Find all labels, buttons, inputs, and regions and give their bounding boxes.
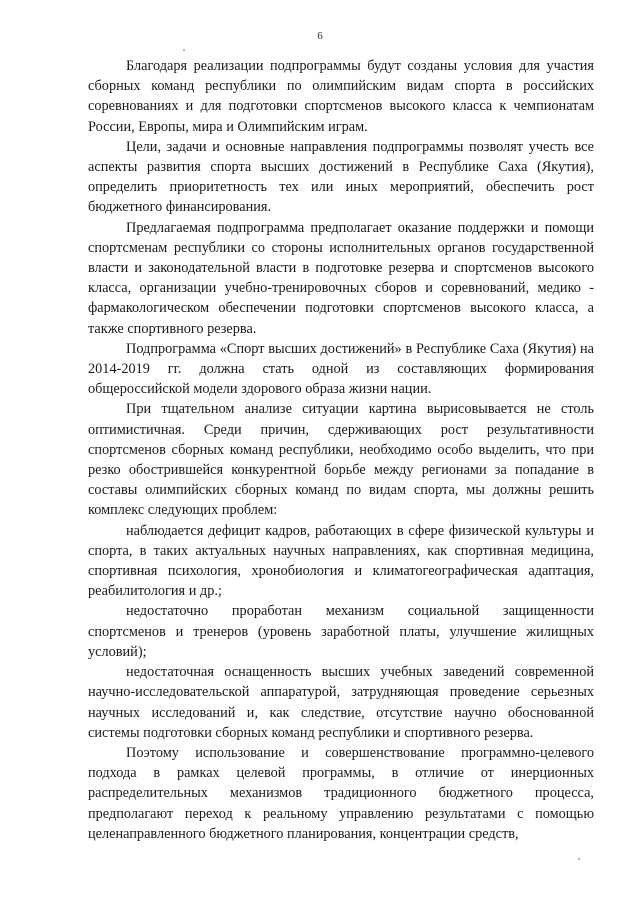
paragraph-problem-social: недостаточно проработан механизм социальной защищенности спортсменов и тренеров (уровень заработной платы, улучшение жилищных условий); xyxy=(88,603,594,660)
scan-speck xyxy=(183,49,185,51)
paragraph-subprogram: Подпрограмма «Спорт высших достижений» в Республике Саха (Якутия) на 2014-2019 гг. должна стать одной из составляющих формирования общероссийской модели здорового образа жизни нации. xyxy=(88,340,594,398)
paragraph-support: Предлагаемая подпрограмма предполагает оказание поддержки и помощи спортсменам республики со стороны исполнительных органов государственной власти и законодательной власти в подготовке резерва и спортсменов высокого класса, организации учебно-тренировочных сборов и соревнований, медико - фармакологическом обеспечении подготовки спортсменов высокого класса, а также спортивного резерва. xyxy=(88,219,594,337)
page-number: 6 xyxy=(317,30,323,42)
document-body xyxy=(88,56,594,844)
paragraph-conditions: Благодаря реализации подпрограммы будут созданы условия для участия сборных команд республики по олимпийским видам спорта в российских соревнованиях и для подготовки спортсменов высокого класса к чемпионатам России, Европы, мира и Олимпийским играм. xyxy=(88,58,594,135)
paragraph-analysis: При тщательном анализе ситуации картина вырисовывается не столь оптимистичная. Среди причин, сдерживающих рост результативности спортсменов сборных команд республики, необходимо особо выделить, что при резко обострившейся конкурентной борьбе между регионами за попадание в составы олимпийских сборных команд по видам спорта, мы должны решить комплекс следующих проблем: xyxy=(88,401,594,519)
paragraph-problem-staff: наблюдается дефицит кадров, работающих в сфере физической культуры и спорта, в таких актуальных научных направлениях, как спортивная медицина, спортивная психология, хронобиология и климатогеографическая адаптация, реабилитология и др.; xyxy=(88,522,594,600)
scan-speck xyxy=(578,858,580,860)
paragraph-goals: Цели, задачи и основные направления подпрограммы позволят учесть все аспекты развития спорта высших достижений в Республике Саха (Якутия), определить приоритетность тех или иных мероприятий, обеспечить рост бюджетного финансирования. xyxy=(88,138,594,216)
paragraph-problem-equipment: недостаточная оснащенность высших учебных заведений современной научно-исследовательской аппаратурой, затрудняющая проведение серьезных научных исследований и, как следствие, отсутствие научно обоснованной системы подготовки сборных команд республики и спортивного резерва. xyxy=(88,664,594,741)
paragraph-approach: Поэтому использование и совершенствование программно-целевого подхода в рамках целевой программы, в отличие от инерционных распределительных механизмов традиционного бюджетного процесса, предполагают переход к реальному управлению результатами с помощью целенаправленного бюджетного планирования, концентрации средств, xyxy=(88,744,594,842)
